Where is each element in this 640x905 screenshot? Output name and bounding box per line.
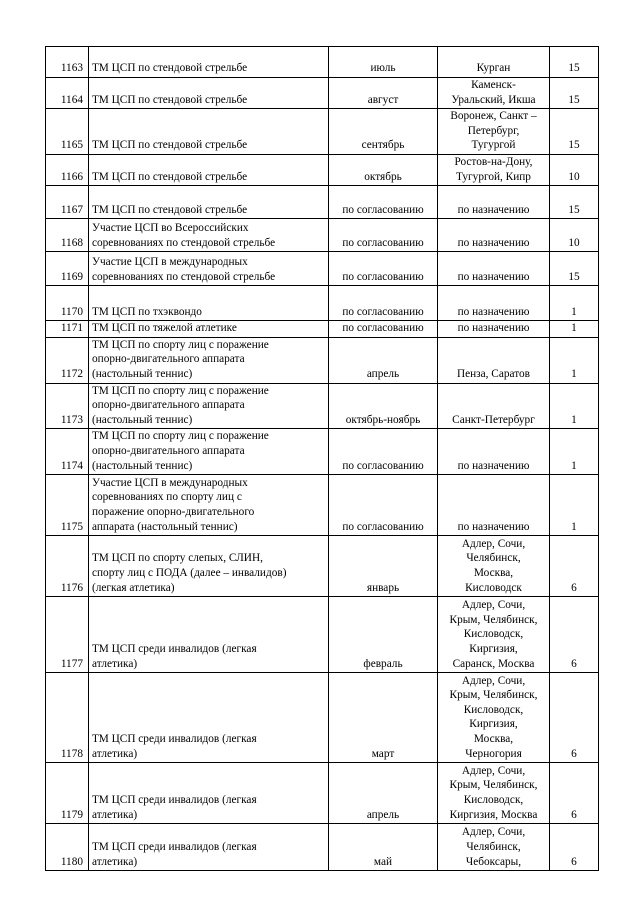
event-name: Участие ЦСП в международных соревнованиях по спорту лиц с поражение опорно-двигательного аппарата (настольный теннис): [89, 475, 329, 536]
event-date: октябрь-ноябрь: [329, 383, 438, 429]
participant-count: 1: [550, 321, 599, 338]
event-place: Ростов-на-Дону, Тугургой, Кипр: [438, 154, 550, 185]
event-place: Курган: [438, 47, 550, 78]
event-number: 1174: [46, 429, 89, 475]
event-date: май: [329, 824, 438, 871]
table-row: [46, 597, 599, 673]
table-row: [46, 109, 599, 155]
event-name: ТМ ЦСП по спорту лиц с поражение опорно-двигательного аппарата (настольный теннис): [89, 383, 329, 429]
event-number: 1175: [46, 475, 89, 536]
event-name: ТМ ЦСП по тхэквондо: [89, 286, 329, 321]
event-number: 1169: [46, 252, 89, 286]
participant-count: 10: [550, 219, 599, 252]
event-date: по согласованию: [329, 219, 438, 252]
event-number: 1177: [46, 597, 89, 673]
participant-count: 10: [550, 154, 599, 185]
event-place: по назначению: [438, 286, 550, 321]
table-row: [46, 154, 599, 185]
table-row: [46, 78, 599, 109]
event-number: 1167: [46, 186, 89, 219]
participant-count: 15: [550, 252, 599, 286]
event-place: Каменск- Уральский, Икша: [438, 78, 550, 109]
event-place: Адлер, Сочи, Челябинск, Чебоксары,: [438, 824, 550, 871]
participant-count: 15: [550, 47, 599, 78]
participant-count: 1: [550, 429, 599, 475]
participant-count: 6: [550, 536, 599, 597]
table-row: [46, 673, 599, 763]
participant-count: 6: [550, 673, 599, 763]
event-place: по назначению: [438, 219, 550, 252]
table-row: [46, 252, 599, 286]
document-page: [45, 46, 599, 871]
event-name: ТМ ЦСП по спорту лиц с поражение опорно-двигательного аппарата (настольный теннис): [89, 429, 329, 475]
table-row: [46, 337, 599, 383]
event-number: 1171: [46, 321, 89, 338]
participant-count: 1: [550, 337, 599, 383]
event-number: 1165: [46, 109, 89, 155]
event-date: по согласованию: [329, 321, 438, 338]
event-place: по назначению: [438, 321, 550, 338]
event-name: ТМ ЦСП среди инвалидов (легкая атлетика): [89, 673, 329, 763]
table-row: [46, 429, 599, 475]
event-name: ТМ ЦСП среди инвалидов (легкая атлетика): [89, 824, 329, 871]
event-place: по назначению: [438, 252, 550, 286]
table-row: [46, 186, 599, 219]
event-place: по назначению: [438, 429, 550, 475]
event-place: Санкт-Петербург: [438, 383, 550, 429]
event-number: 1178: [46, 673, 89, 763]
event-number: 1168: [46, 219, 89, 252]
event-date: август: [329, 78, 438, 109]
event-date: по согласованию: [329, 475, 438, 536]
event-place: Пенза, Саратов: [438, 337, 550, 383]
event-number: 1176: [46, 536, 89, 597]
event-name: Участие ЦСП во Всероссийских соревнованиях по стендовой стрельбе: [89, 219, 329, 252]
participant-count: 15: [550, 78, 599, 109]
event-place: по назначению: [438, 475, 550, 536]
event-date: январь: [329, 536, 438, 597]
event-name: ТМ ЦСП по стендовой стрельбе: [89, 109, 329, 155]
participant-count: 1: [550, 383, 599, 429]
event-name: ТМ ЦСП по спорту слепых, СЛИН, спорту лиц с ПОДА (далее – инвалидов) (легкая атлетика): [89, 536, 329, 597]
participant-count: 15: [550, 109, 599, 155]
event-name: ТМ ЦСП по стендовой стрельбе: [89, 47, 329, 78]
table-row: [46, 219, 599, 252]
event-number: 1173: [46, 383, 89, 429]
event-place: Воронеж, Санкт – Петербург, Тугургой: [438, 109, 550, 155]
event-place: Адлер, Сочи, Челябинск, Москва, Кисловодск: [438, 536, 550, 597]
event-name: ТМ ЦСП по стендовой стрельбе: [89, 186, 329, 219]
event-date: сентябрь: [329, 109, 438, 155]
table-row: [46, 536, 599, 597]
participant-count: 1: [550, 286, 599, 321]
participant-count: 15: [550, 186, 599, 219]
event-name: ТМ ЦСП по стендовой стрельбе: [89, 154, 329, 185]
table-row: [46, 475, 599, 536]
event-number: 1172: [46, 337, 89, 383]
participant-count: 6: [550, 597, 599, 673]
event-number: 1164: [46, 78, 89, 109]
event-number: 1179: [46, 763, 89, 824]
table-row: [46, 321, 599, 338]
event-date: по согласованию: [329, 429, 438, 475]
events-table: [45, 46, 599, 871]
event-name: ТМ ЦСП среди инвалидов (легкая атлетика): [89, 597, 329, 673]
events-table-body: [46, 47, 599, 871]
event-date: по согласованию: [329, 186, 438, 219]
table-row: [46, 47, 599, 78]
participant-count: 6: [550, 824, 599, 871]
participant-count: 1: [550, 475, 599, 536]
participant-count: 6: [550, 763, 599, 824]
event-name: ТМ ЦСП по стендовой стрельбе: [89, 78, 329, 109]
event-date: февраль: [329, 597, 438, 673]
event-name: ТМ ЦСП по тяжелой атлетике: [89, 321, 329, 338]
event-place: по назначению: [438, 186, 550, 219]
event-number: 1170: [46, 286, 89, 321]
table-row: [46, 824, 599, 871]
table-row: [46, 763, 599, 824]
event-date: по согласованию: [329, 286, 438, 321]
event-place: Адлер, Сочи, Крым, Челябинск, Кисловодск, Киргизия, Москва: [438, 763, 550, 824]
event-place: Адлер, Сочи, Крым, Челябинск, Кисловодск, Киргизия, Саранск, Москва: [438, 597, 550, 673]
event-name: ТМ ЦСП по спорту лиц с поражение опорно-двигательного аппарата (настольный теннис): [89, 337, 329, 383]
event-date: март: [329, 673, 438, 763]
event-number: 1166: [46, 154, 89, 185]
event-date: октябрь: [329, 154, 438, 185]
event-place: Адлер, Сочи, Крым, Челябинск, Кисловодск, Киргизия, Москва, Черногория: [438, 673, 550, 763]
table-row: [46, 383, 599, 429]
event-date: по согласованию: [329, 252, 438, 286]
event-name: Участие ЦСП в международных соревнованиях по стендовой стрельбе: [89, 252, 329, 286]
event-date: апрель: [329, 763, 438, 824]
event-name: ТМ ЦСП среди инвалидов (легкая атлетика): [89, 763, 329, 824]
table-row: [46, 286, 599, 321]
event-number: 1180: [46, 824, 89, 871]
event-number: 1163: [46, 47, 89, 78]
event-date: июль: [329, 47, 438, 78]
event-date: апрель: [329, 337, 438, 383]
